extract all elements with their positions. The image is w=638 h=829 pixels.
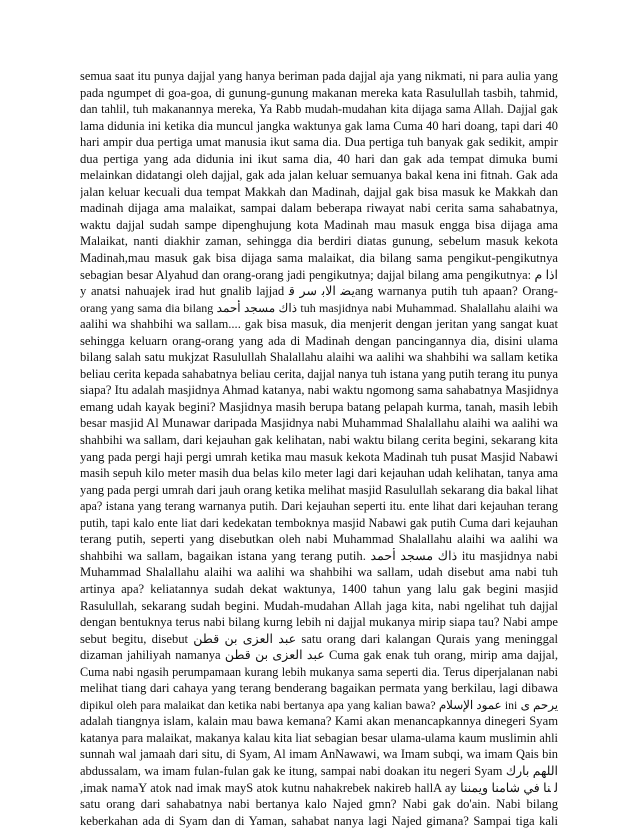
text-line: hari ampir dua pertiga umat manusia ikut sama dia. Dua pertiga tuh banyak gak sedikit, ampir (80, 135, 558, 150)
text-line: terang putih, seperti yang disebutkan oleh nabi Muhammad Shalallahu alaihi wa aalihi wa (80, 532, 558, 547)
text-line: Rasulullah, sekarang sudah begini. Mudah-mudahan Allah jaga kita, nabi ngelihat tuh dajjal (80, 598, 558, 613)
text-line: bilang salah satu mukjzat Rasulullah Shalallahu alaihi wa aalihi wa shahbihi wa sallam ketika (80, 350, 558, 365)
text-line: dizaman jahiliyah namanya ﻋﺒﺪ ﺍﻟﻌﺰﻯ ﺑﻦ ﻗﻄﻦ Cuma gak enak tuh orang, mirip ama dajjal, (80, 648, 558, 663)
text-line: sunnah wal jamaah dari situ, di Syam, Al imam AnNawawi, wa Imam subqi, wa imam Qais bin (80, 747, 558, 762)
body-text (80, 68, 558, 829)
text-line: orang yang sama dia bilang ﺫﺍﻙ ﻣﺴﺠﺪ ﺃﺣﻤﺪ tuh masjidnya nabi Muhammad. Shalallahu alaihi wa (80, 300, 558, 315)
text-line: aalihi wa shahbihi wa sallam.... gak bisa masuk, dia menjerit dengan jeritan yang sangat kuat (80, 317, 558, 332)
text-line: Muhammad Shalallahu alaihi wa aalihi wa shahbihi wa sallam, udah disebut ama nabi tuh (80, 565, 558, 580)
text-line: abdussalam, wa imam fulan-fulan gak ke itung, sampai nabi doakan itu negeri Syam ﺍﻟﻠﻬﻢ ﺑﺎﺭﻙ (80, 763, 558, 778)
text-line: adalah tiangnya islam, kalain mau bawa kemana? Kami akan menancapkannya dinegeri Syam (80, 714, 558, 729)
text-line: masih sepuh kilo meter masih dua belas kilo meter lagi dari kejauhan udah kelihatan, tanya ama (80, 466, 558, 481)
text-line: Cuma nabi ngasih perumpamaan kurang lebih mukanya sama seperti dia. Terus diperjalanan nabi (80, 664, 558, 679)
text-line: emang udah kayak begini? Masjidnya masih berupa batang pelapah kurma, tanah, masih lebih (80, 399, 558, 414)
text-line: apa? istana yang terang warnanya putih. Dari kejauhan seperti itu. ente lihat dari kejauhan terang (80, 499, 558, 514)
text-line: y anatsi nahuajek irad hut gnalib lajjad ﻳﻀ ﺍﻻﺑ ﺳﺮ ﻗang warnanya putih tuh apaan? Orang- (80, 284, 558, 299)
text-line: yang pada pergi haji pergi umrah ketika mau masuk kekota Madinah tuh pusat Masjid Nabawi (80, 449, 558, 464)
text-line: dua pertiga yang ada didunia ini ikut sama dia, 40 hari dan gak ada tempat dimuka bumi (80, 151, 558, 166)
text-line: Malaikat, nanti diakhir zaman, sehingga dia berdiri diatas gunung, sebelum masuk kekota (80, 234, 558, 249)
text-line: Madinah,mau masuk gak bisa dijaga sama malaikat, dia bilang sama pengikut-pengikutnya (80, 251, 558, 266)
text-line: satu orang dari sahabatnya nabi bertanya kalo Najed gmn? Nabi gak do'ain. Nabi bilang (80, 797, 558, 812)
text-line: melihat tiang dari cahaya yang terang benderang bagaikan permata yang berkilau, lagi dibawa (80, 681, 558, 696)
text-line: yang pada pergi umrah dari jauh orang ketika melihat masjid Rasulullah sekarang dia bakal lihat (80, 482, 558, 497)
text-line: dan tahlil, tuh makanannya mereka, Ya Rabb mudah-mudahan kita dijaga sama Allah. Dajjal gak (80, 102, 558, 117)
text-line: jalan keluar kecuali dua tempat Makkah dan Madinah, dajjal gak bisa masuk ke Makkah dan (80, 184, 558, 199)
text-line: besar masjid Al Munawar daripada Masjidnya nabi Muhammad Shalallahu alaihi wa aalihi wa (80, 416, 558, 431)
text-line: melainkan didatangi oleh dajjal, gak ada jalan keluar semuanya bakal kena ini fitnah. Gak ada (80, 168, 558, 183)
text-line: shahbihi wa sallam, bagaikan istana yang terang putih. ﺫﺍﻙ ﻣﺴﺠﺪ ﺃﺣﻤﺪ itu masjidnya nabi (80, 548, 558, 563)
text-line: pada ngumpet di goa-goa, di gunung-gunung makanan mereka kata Rasulullah tasbih, tahmid, (80, 85, 558, 100)
text-line: artinya apa? keliatannya sudah dekat waktunya, 1400 tahun yang lalu gak begini masjid (80, 581, 558, 596)
text-line: katanya para malaikat, makanya kalau kita liat sebagian besar ulama-ulama kaum muslimin ahli (80, 730, 558, 745)
text-line: shahbihi wa sallam, dari kejauhan gak kelihatan, nabi waktu bilang cerita begini, sekarang kita (80, 433, 558, 448)
text-line: ,imak namaY atok nad imak mayS atok kutnu nahakrebek nakireb hallA ay ﻟ ﻨﺎ ﻓﻲ ﺷﺎﻣﻨﺎ ﻭﻳﻤﻨﻨﺎ (80, 780, 558, 795)
text-line: waktu dajjal sudah sampe dipenghujung kota Madinah mau masuk engga bisa dijaga ama (80, 217, 558, 232)
text-line: sebagian besar Alyahud dan orang-orang jadi pengikutnya; dajjal bilang ama pengikutnya: ﺍﺫﺍ ﻡ (80, 267, 558, 282)
text-line: dipikul oleh para malaikat dan ketika nabi bertanya apa yang kalian bawa? ﻋﻤﻮﺩ ﺍﻹﺳﻼﻡ ini ﻳﺮﺣﻢ ﻯ (80, 697, 558, 712)
text-line: sehingga keluarn orang-orang yang ada di Madinah dengan pancingannya dia, disini ulama (80, 333, 558, 348)
text-line: beliau cerita kepada sahabatnya beliau cerita, dajjal nanya tuh istana yang putih terang itu punya (80, 366, 558, 381)
text-line: keberkahan ada di Syam dan di Yaman, sahabat nanya lagi Najed gimana? Sampai tiga kali (80, 813, 558, 828)
text-line: madinah dijaga ama malaikat, sampai dalam beberapa riwayat nabi cerita sama sahabatnya, (80, 201, 558, 216)
text-line: siapa? Itu adalah masjidnya Ahmad katanya, nabi waktu ngomong sama sahabatnya Masjidnya (80, 383, 558, 398)
text-line: sebut begitu, disebut ﻋﺒﺪ ﺍﻟﻌﺰﻯ ﺑﻦ ﻗﻄﻦ satu orang dari kalangan Qurais yang meninggal (80, 631, 558, 646)
text-line: lama didunia ini ketika dia muncul jangka waktunya gak lama Cuma 40 hari doang, tapi dari 40 (80, 118, 558, 133)
text-line: semua saat itu punya dajjal yang hanya beriman pada dajjal aja yang nikmati, ni para aulia yang (80, 69, 558, 83)
text-line: dengan bentuknya terus nabi bilang kurng lebih ni dajjal mukanya mirip siapa tau? Nabi ampe (80, 615, 558, 630)
text-line: putih, tapi kalo ente liat dari kedekatan temboknya masjid Nabawi gak putih Cuma dari kejauhan (80, 515, 558, 530)
